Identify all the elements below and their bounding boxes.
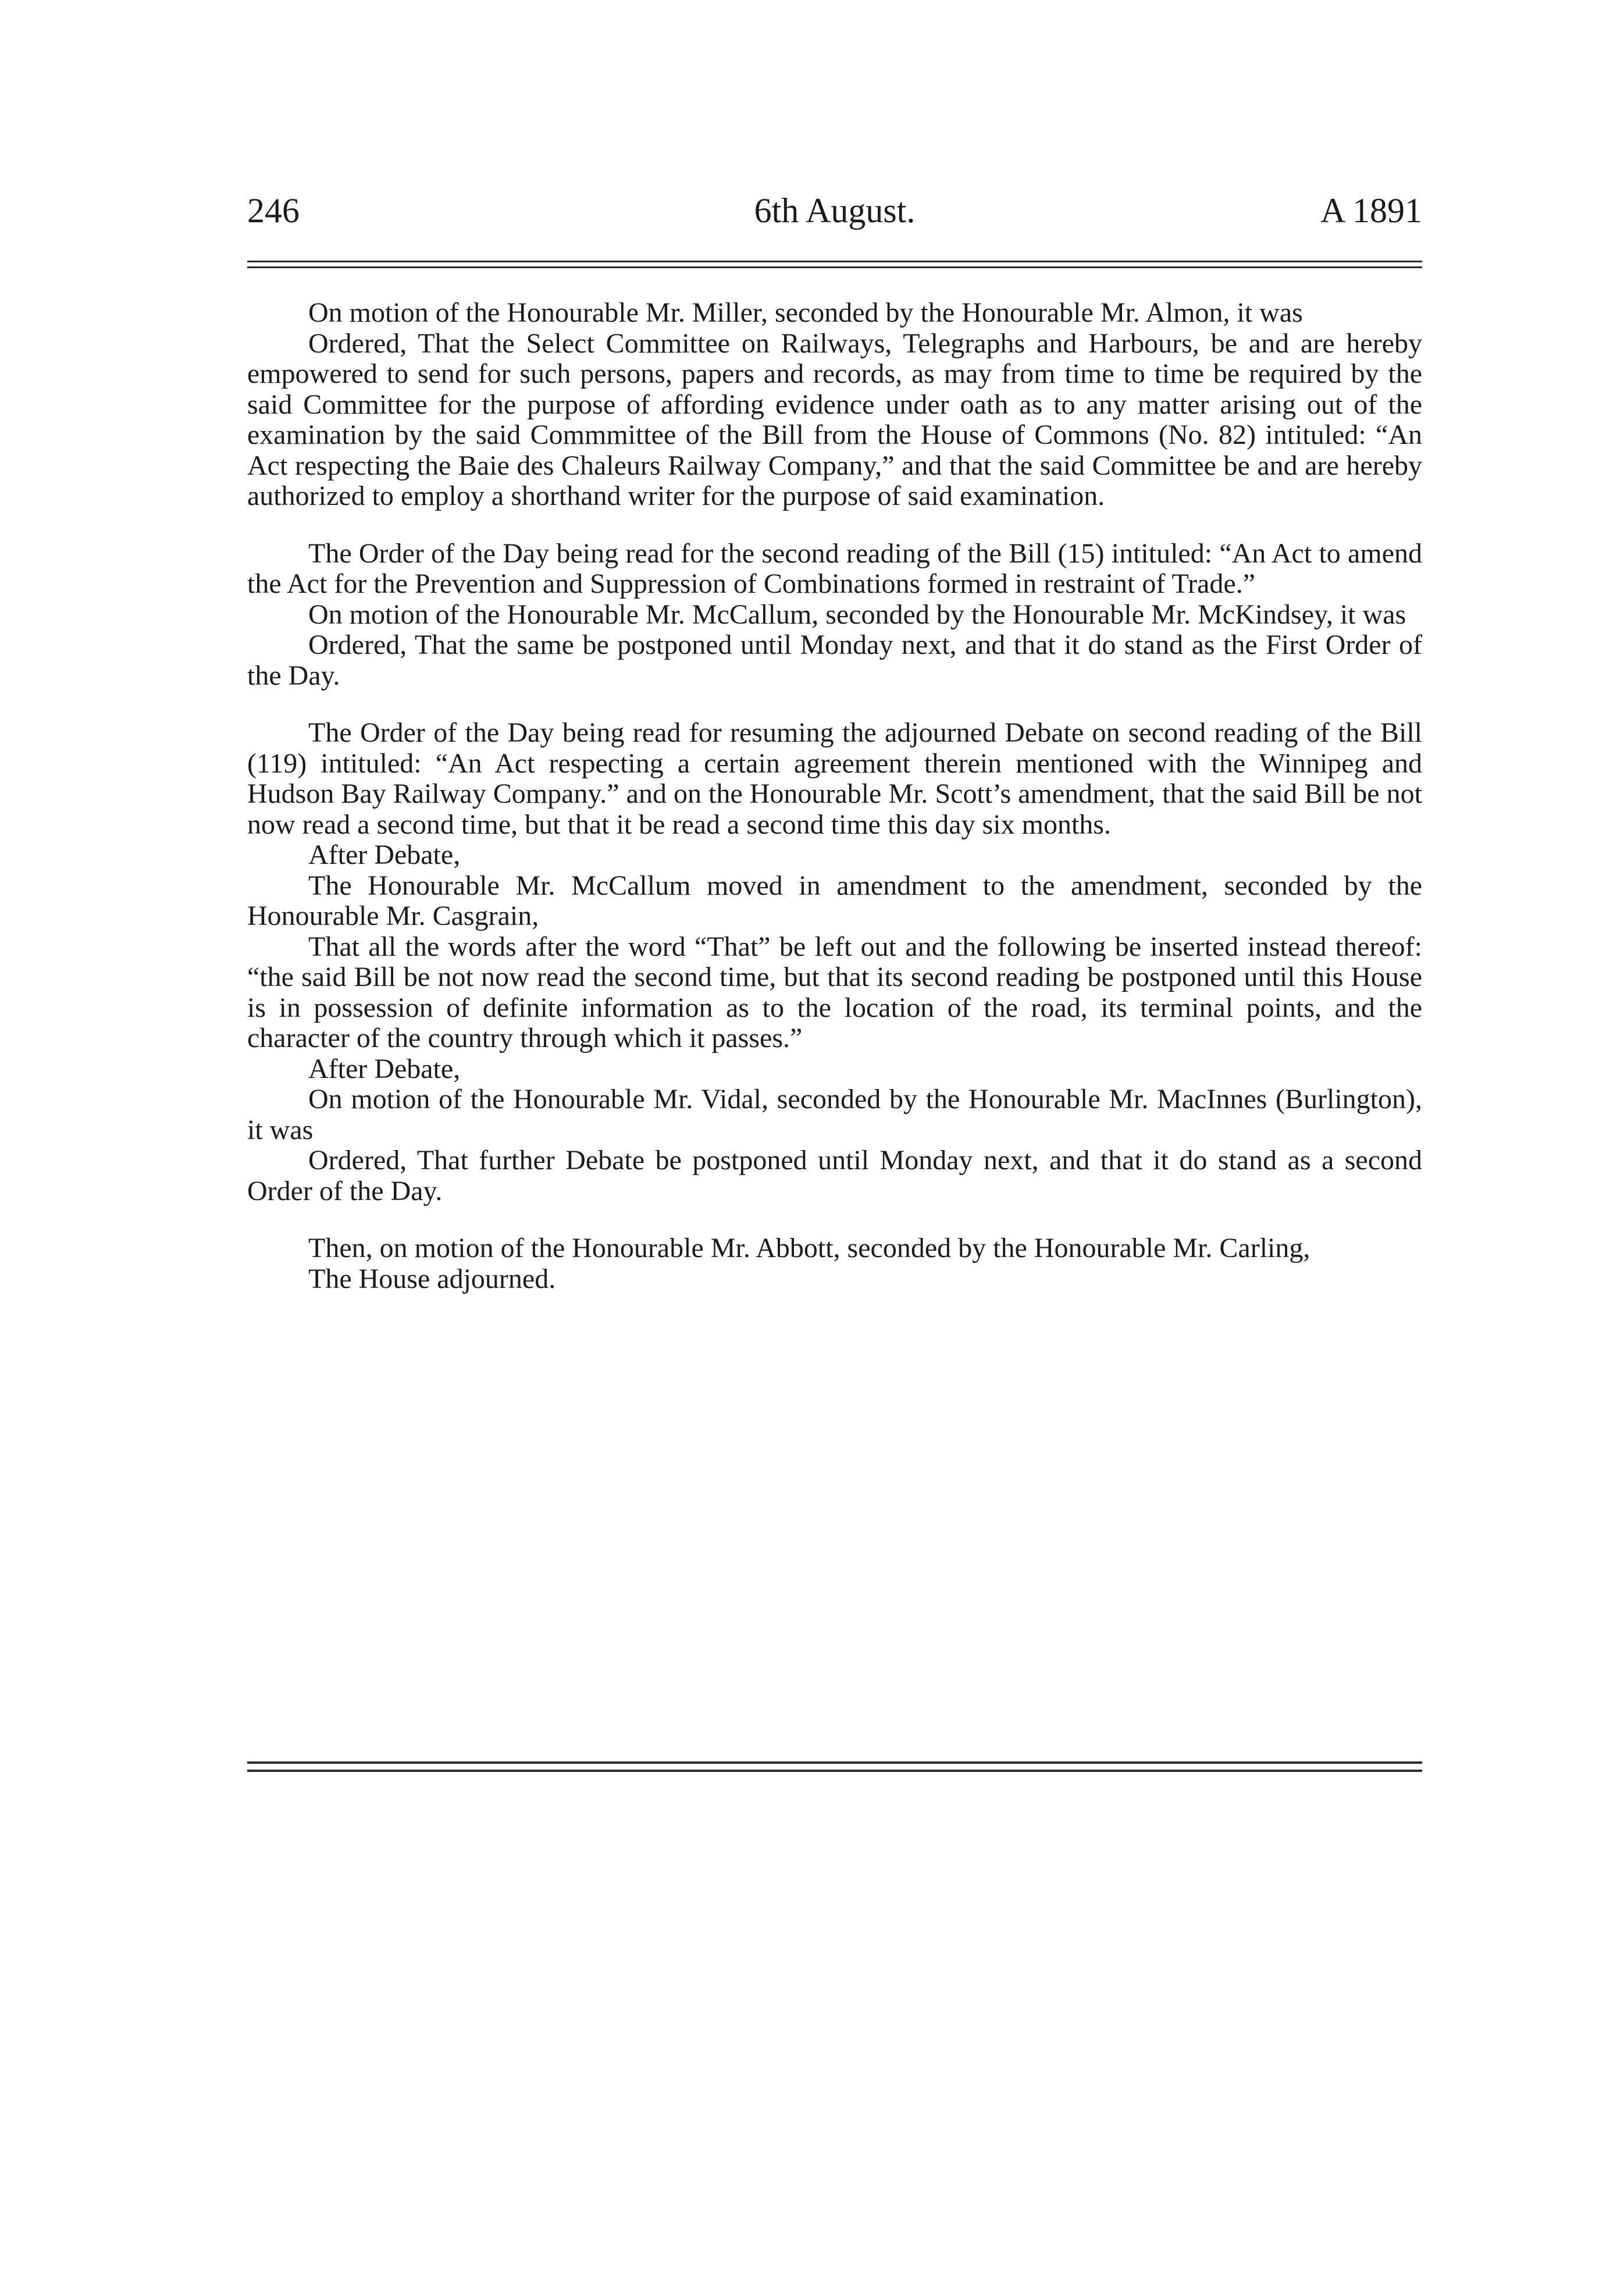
- paragraph-order-postponed: Ordered, That the same be postponed until Monday next, and that it do stand as the First Order of the Day.: [247, 629, 1422, 691]
- page-number: 246: [247, 191, 300, 230]
- paragraph-motion-mccallum: On motion of the Honourable Mr. McCallum, seconded by the Honourable Mr. McKindsey, it was: [308, 599, 1406, 630]
- paragraph-order-of-day-bill-119: The Order of the Day being read for resuming the adjourned Debate on second reading of the Bill (119) intituled: “An Act respecting a certain agreement therein mentioned with the Winnipeg and Hudson Bay Railway Company.” and on the Honourable Mr. Scott’s amendment, that the said Bill be not now read a second time, but that it be read a second time this day six months.: [247, 717, 1422, 840]
- paragraph-motion-vidal: On motion of the Honourable Mr. Vidal, seconded by the Honourable Mr. MacInnes (Burlington), it was: [247, 1084, 1422, 1145]
- paragraph-amendment-text: That all the words after the word “That” be left out and the following be inserted instead thereof: “the said Bill be not now read the second time, but that its second reading be postponed until this House is in possession of definite information as to the location of the road, its terminal points, and the character of the country through which it passes.”: [247, 931, 1422, 1053]
- paragraph-order-of-day-bill-15: The Order of the Day being read for the second reading of the Bill (15) intituled: “An Act to amend the Act for the Prevention and Suppression of Combinations formed in restraint of Trade.”: [247, 538, 1422, 599]
- page-header: [247, 187, 1422, 234]
- paragraph-motion-abbott: Then, on motion of the Honourable Mr. Abbott, seconded by the Honourable Mr. Carling,: [308, 1233, 1310, 1263]
- paragraph-after-debate: After Debate,: [308, 1053, 461, 1084]
- paragraph-order-further-debate: Ordered, That further Debate be postponed until Monday next, and that it do stand as a second Order of the Day.: [247, 1145, 1422, 1206]
- paragraph-after-debate: After Debate,: [308, 839, 461, 870]
- paragraph-order-select-committee: Ordered, That the Select Committee on Railways, Telegraphs and Harbours, be and are hereby empowered to send for such persons, papers and records, as may from time to time be required by the said Committee for the purpose of affording evidence under oath as to any matter arising out of the examination by the said Commmittee of the Bill from the House of Commons (No. 82) intituled: “An Act respecting the Baie des Chaleurs Railway Company,” and that the said Committee be and are hereby authorized to employ a shorthand writer for the purpose of said examination.: [247, 328, 1422, 511]
- paragraph-mccallum-amendment: The Honourable Mr. McCallum moved in amendment to the amendment, seconded by the Honourable Mr. Casgrain,: [247, 870, 1422, 931]
- footer-divider: [247, 1761, 1422, 1772]
- page-date: 6th August.: [754, 191, 916, 230]
- paragraph-house-adjourned: The House adjourned.: [308, 1263, 556, 1294]
- paragraph-motion-miller: On motion of the Honourable Mr. Miller, seconded by the Honourable Mr. Almon, it was: [308, 297, 1303, 328]
- page-year: A 1891: [1320, 191, 1422, 230]
- journal-body: [247, 298, 1422, 1294]
- header-divider: [247, 261, 1422, 268]
